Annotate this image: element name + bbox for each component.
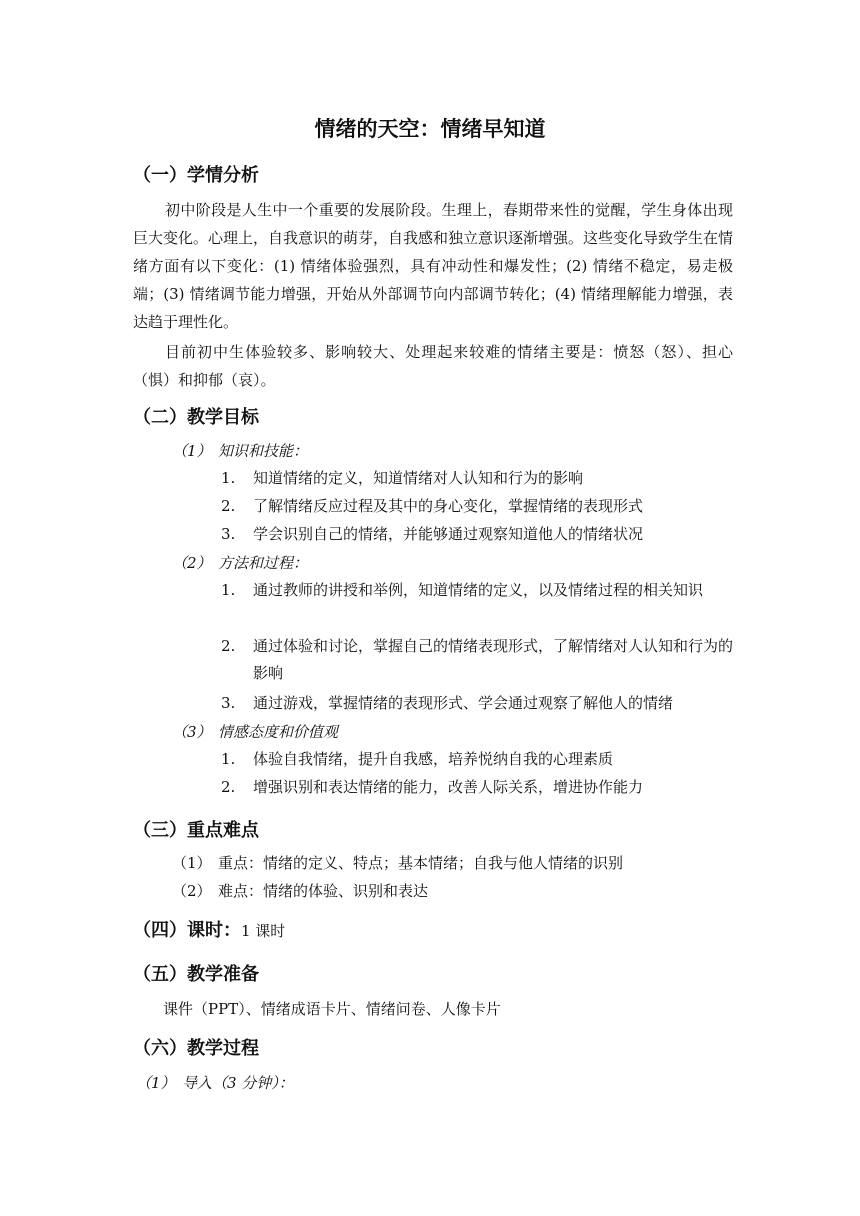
preparation-text: 课件（PPT）、情绪成语卡片、情绪问卷、人像卡片 <box>163 1000 501 1018</box>
item-number: 1. <box>221 469 236 487</box>
item-number: （2） <box>172 882 212 900</box>
group-number: （1） <box>172 442 212 460</box>
key-point-item <box>172 880 428 901</box>
section-heading-duration <box>133 916 285 942</box>
item-text: 增强识别和表达情绪的能力，改善人际关系，增进协作能力 <box>253 778 644 796</box>
list-item <box>221 521 736 548</box>
list-item <box>221 633 736 687</box>
step-text: 导入（3 分钟）： <box>182 1074 294 1092</box>
objective-group-method <box>172 552 308 573</box>
section-heading-key-points: （三）重点难点 <box>133 820 259 841</box>
analysis-paragraph-2: 目前初中生体验较多、影响较大、处理起来较难的情绪主要是：愤怒（怒）、担心（惧）和抑郁（哀）。 <box>133 343 733 389</box>
list-item <box>221 465 736 492</box>
list-item <box>221 746 736 773</box>
objective-group-attitude <box>172 721 338 742</box>
process-step-intro <box>136 1072 294 1093</box>
item-text: 通过体验和讨论，掌握自己的情绪表现形式，了解情绪对人认知和行为的影响 <box>253 637 734 682</box>
item-number: 3. <box>221 525 236 543</box>
item-text: 知道情绪的定义，知道情绪对人认知和行为的影响 <box>253 469 584 487</box>
item-number: 1. <box>221 750 236 768</box>
section-heading-objectives: （二）教学目标 <box>133 407 259 428</box>
group-number: （2） <box>172 554 212 572</box>
duration-value: 1 课时 <box>241 922 286 940</box>
item-number: 2. <box>221 778 236 796</box>
group-number: （3） <box>172 723 212 741</box>
list-item <box>221 774 736 801</box>
group-label: 情感态度和价值观 <box>218 723 339 741</box>
objective-group-knowledge <box>172 440 308 461</box>
document-title: 情绪的天空：情绪早知道 <box>314 117 546 141</box>
list-item <box>221 493 736 520</box>
group-label: 知识和技能： <box>218 442 309 460</box>
item-number: 3. <box>221 694 236 712</box>
section-heading-preparation: （五）教学准备 <box>133 964 259 985</box>
item-text: 学会识别自己的情绪，并能够通过观察知道他人的情绪状况 <box>253 525 644 543</box>
group-label: 方法和过程： <box>218 554 309 572</box>
section-heading-process: （六）教学过程 <box>133 1038 259 1059</box>
analysis-paragraph-1: 初中阶段是人生中一个重要的发展阶段。生理上，春期带来性的觉醒，学生身体出现巨大变化。心理上，自我意识的萌芽，自我感和独立意识逐渐增强。这些变化导致学生在情绪方面有以下变化：(1) 情绪体验强烈，具有冲动性和爆发性；(2) 情绪不稳定，易走极端；(3) 情绪调节能力增强，开始从外部调节向内部调节转化；(4) 情绪理解能力增强，表达趋于理性化。 <box>133 201 734 331</box>
item-text: 通过游戏，掌握情绪的表现形式、学会通过观察了解他人的情绪 <box>253 694 674 712</box>
item-text: 了解情绪反应过程及其中的身心变化，掌握情绪的表现形式 <box>253 497 644 515</box>
item-number: 1. <box>221 581 236 599</box>
section-heading-analysis: （一）学情分析 <box>133 165 259 186</box>
item-number: 2. <box>221 637 236 655</box>
item-text: 通过教师的讲授和举例，知道情绪的定义，以及情绪过程的相关知识 <box>253 581 704 599</box>
duration-label: （四）课时： <box>133 920 241 941</box>
list-item <box>221 690 736 717</box>
key-point-item <box>172 852 623 873</box>
item-number: （1） <box>172 854 212 872</box>
item-text: 难点：情绪的体验、识别和表达 <box>218 882 429 900</box>
step-number: （1） <box>136 1074 176 1092</box>
list-item <box>221 577 736 604</box>
item-number: 2. <box>221 497 236 515</box>
item-text: 体验自我情绪，提升自我感，培养悦纳自我的心理素质 <box>253 750 614 768</box>
item-text: 重点：情绪的定义、特点；基本情绪；自我与他人情绪的识别 <box>218 854 624 872</box>
